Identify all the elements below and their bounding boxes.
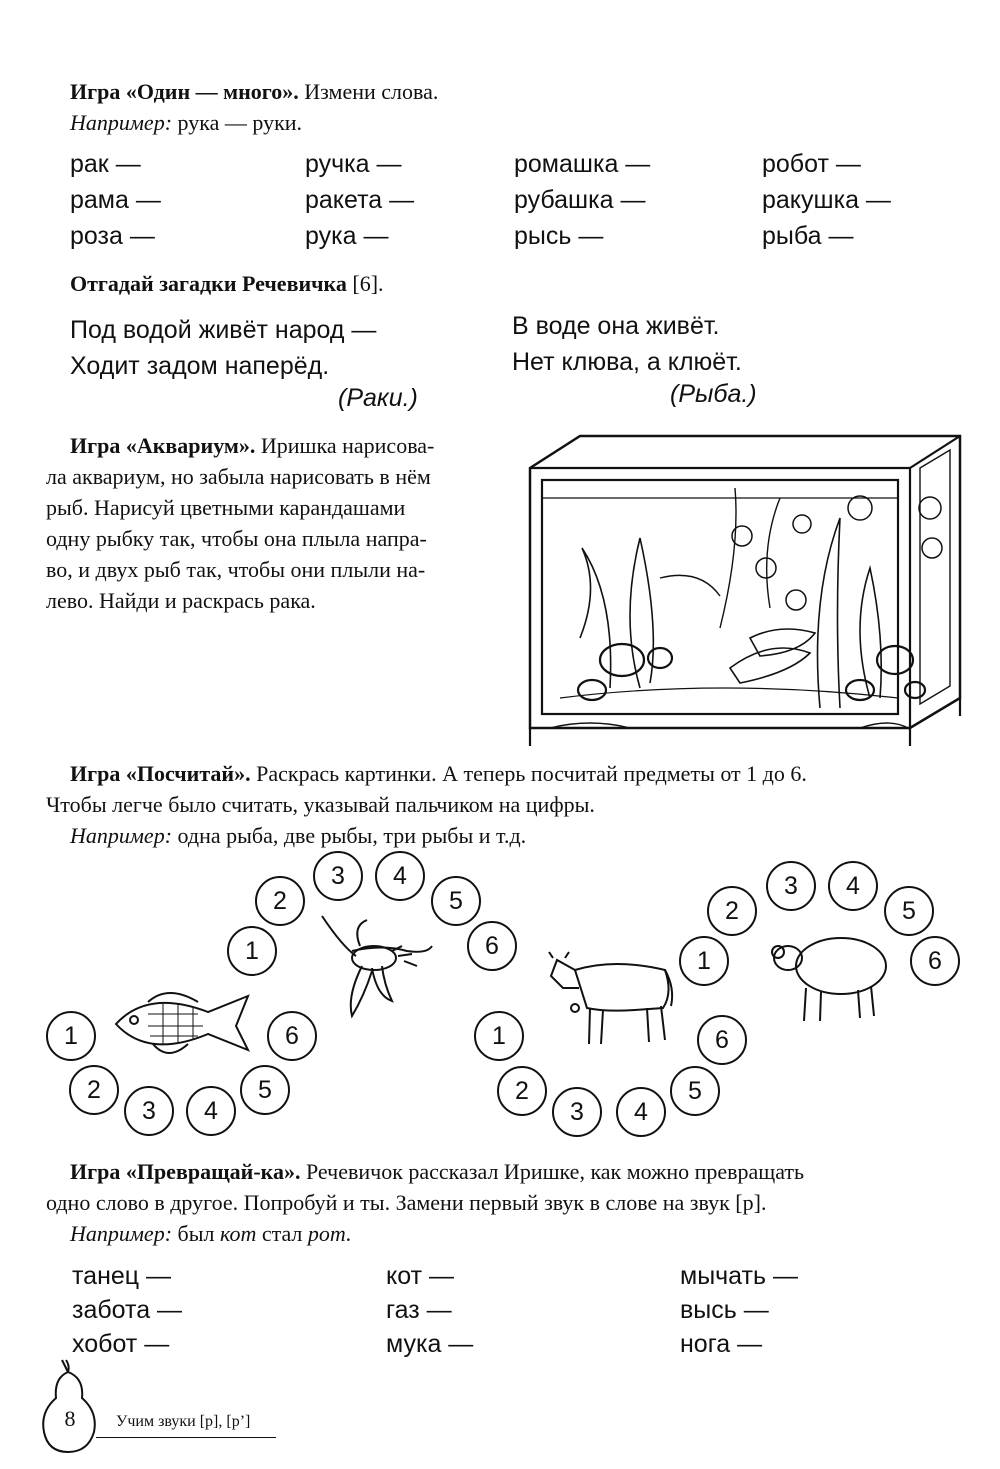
word-item: ракета —	[305, 186, 415, 214]
aquarium-line: во, и двух рыб так, чтобы они плыли на-	[46, 557, 426, 582]
sheep-picture	[766, 926, 891, 1026]
number-circle: 5	[431, 876, 481, 926]
word-item: рыба —	[762, 222, 854, 250]
fish-picture	[108, 984, 258, 1064]
crayfish-picture	[312, 906, 442, 1026]
number-circle: 3	[766, 861, 816, 911]
aquarium-line: одну рыбку так, чтобы она плыла напра-	[46, 526, 427, 551]
number-circle: 2	[255, 876, 305, 926]
number-circle: 2	[497, 1066, 547, 1116]
word-item: робот —	[762, 150, 861, 178]
word-item: хобот —	[72, 1330, 170, 1358]
count-example-text: одна рыба, две рыбы, три рыбы и т.д.	[177, 823, 527, 848]
word-item: мука —	[386, 1330, 474, 1358]
word-item: нога —	[680, 1330, 763, 1358]
riddle-line: Ходит задом наперёд.	[70, 352, 330, 380]
riddle-answer: (Рыба.)	[670, 380, 757, 408]
word-item: рука —	[305, 222, 389, 250]
count-text	[46, 758, 966, 851]
riddles-ref: [6].	[352, 271, 384, 296]
one-many-instruction: Измени слова.	[304, 79, 439, 104]
page-number: 8	[64, 1406, 76, 1431]
riddle-answer: (Раки.)	[338, 384, 418, 412]
transform-line: Речевичок рассказал Иришке, как можно превращать	[305, 1159, 805, 1184]
riddles-title: Отгадай загадки Речевичка	[70, 271, 347, 296]
word-item: рысь —	[514, 222, 604, 250]
number-circle: 2	[707, 886, 757, 936]
aquarium-text	[46, 430, 506, 616]
number-circle: 6	[267, 1011, 317, 1061]
word-item: рубашка —	[514, 186, 646, 214]
transform-example-label: Например:	[70, 1221, 173, 1246]
word-item: забота —	[72, 1296, 183, 1324]
word-item: роза —	[70, 222, 155, 250]
one-many-example-text: рука — руки.	[177, 110, 303, 135]
number-circle: 4	[616, 1087, 666, 1137]
word-item: танец —	[72, 1262, 172, 1290]
number-circle: 4	[828, 861, 878, 911]
riddles-header	[70, 268, 384, 299]
transform-title: Игра «Превращай-ка».	[70, 1159, 301, 1184]
transform-example-word: кот	[219, 1221, 257, 1246]
number-circle: 1	[474, 1011, 524, 1061]
aquarium-line: рыб. Нарисуй цветными карандашами	[46, 495, 406, 520]
number-circle: 3	[313, 851, 363, 901]
number-circle: 1	[679, 936, 729, 986]
number-circle: 5	[240, 1065, 290, 1115]
riddle-line: Под водой живёт народ —	[70, 316, 377, 344]
count-line: Чтобы легче было считать, указывай пальчиком на цифры.	[46, 792, 595, 817]
aquarium-line: ла аквариум, но забыла нарисовать в нём	[46, 464, 431, 489]
cow-picture	[545, 948, 680, 1048]
aquarium-illustration	[520, 428, 970, 748]
number-circle: 6	[467, 921, 517, 971]
count-example-label: Например:	[70, 823, 173, 848]
transform-example-text: стал	[261, 1221, 303, 1246]
number-circle: 5	[884, 886, 934, 936]
one-many-header	[70, 76, 950, 138]
word-item: ракушка —	[762, 186, 891, 214]
riddle-line: В воде она живёт.	[512, 312, 720, 340]
number-circle: 4	[186, 1086, 236, 1136]
number-circle: 6	[910, 936, 960, 986]
aquarium-title: Игра «Аквариум».	[70, 433, 256, 458]
one-many-example-label: Например:	[70, 110, 173, 135]
transform-line: одно слово в другое. Попробуй и ты. Замени первый звук в слове на звук [р].	[46, 1190, 767, 1215]
one-many-title: Игра «Один — много».	[70, 79, 299, 104]
footer-section: Учим звуки [р], [р’]	[116, 1413, 251, 1430]
transform-text	[46, 1156, 976, 1249]
word-item: ромашка —	[514, 150, 651, 178]
number-circle: 3	[124, 1086, 174, 1136]
number-circle: 5	[670, 1066, 720, 1116]
riddle-line: Нет клюва, а клюёт.	[512, 348, 742, 376]
number-circle: 1	[46, 1011, 96, 1061]
word-item: газ —	[386, 1296, 452, 1324]
word-item: мычать —	[680, 1262, 798, 1290]
transform-example-text: был	[177, 1221, 215, 1246]
aquarium-line: лево. Найди и раскрась рака.	[46, 588, 316, 613]
word-item: высь —	[680, 1296, 769, 1324]
number-circle: 3	[552, 1087, 602, 1137]
footer-rule	[96, 1437, 276, 1438]
number-circle: 2	[69, 1065, 119, 1115]
word-item: ручка —	[305, 150, 402, 178]
number-circle: 4	[375, 851, 425, 901]
number-circle: 1	[227, 926, 277, 976]
transform-example-word: рот.	[307, 1221, 352, 1246]
aquarium-line: Иришка нарисова-	[260, 433, 435, 458]
word-item: рак —	[70, 150, 141, 178]
word-item: кот —	[386, 1262, 454, 1290]
word-item: рама —	[70, 186, 161, 214]
count-line: Раскрась картинки. А теперь посчитай предметы от 1 до 6.	[256, 761, 807, 786]
number-circle: 6	[697, 1015, 747, 1065]
count-title: Игра «Посчитай».	[70, 761, 251, 786]
